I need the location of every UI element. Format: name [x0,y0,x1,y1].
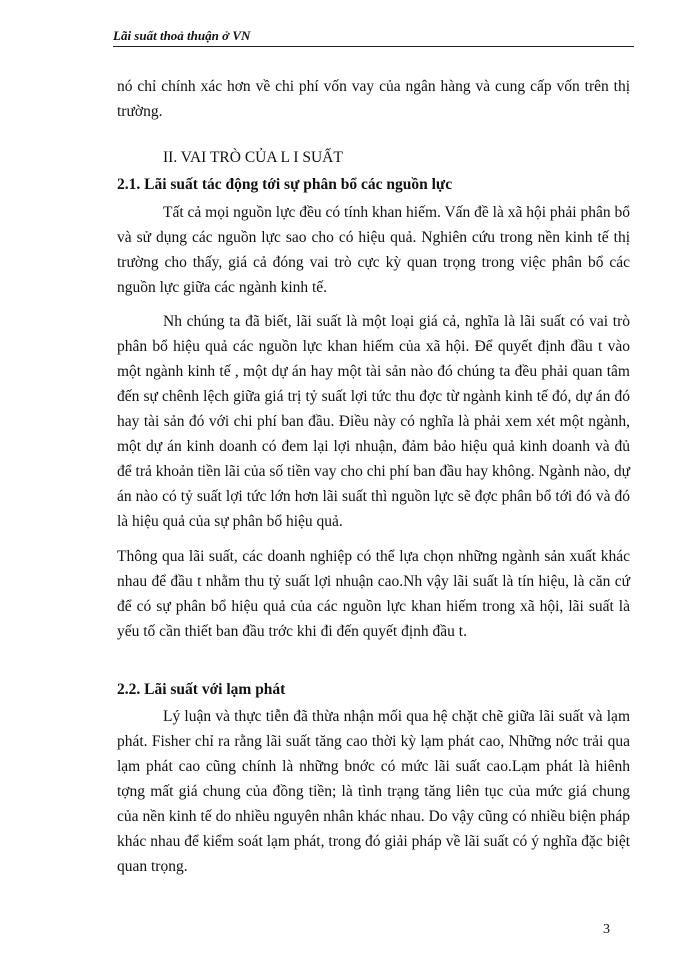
paragraph-2-2-a: Lý luận và thực tiễn đã thừa nhận mối qua hệ chặt chẽ giữa lãi suất và lạm phát. Fisher chỉ ra rằng lãi suất tăng cao thời kỳ lạm phát cao, Những nớc trải qua lạm phát cao cũng chính là những bnớc có mức lãi suất cao.Lạm phát là hiênh tợng mất giá chung của đồng tiền; là tình trạng tăng liên tục của mức giá chung của nền kinh tế do nhiều nguyên nhân khác nhau. Do vậy cũng có nhiều biện pháp khác nhau để kiểm soát lạm phát, trong đó giải pháp về lãi suất có ý nghĩa đặc biệt quan trọng. [117,708,630,875]
intro-paragraph: nó chỉ chính xác hơn về chi phí vốn vay của ngân hàng và cung cấp vốn trên thị trường. [117,78,630,120]
subsection-heading-2-1: 2.1. Lãi suất tác động tới sự phân bổ các nguồn lực [117,176,453,193]
running-header: Lãi suất thoả thuận ở VN [113,28,634,47]
section-heading: II. VAI TRÒ CỦA L I SUẤT [163,149,343,166]
paragraph-2-1-c: Thông qua lãi suất, các doanh nghiệp có thể lựa chọn những ngành sản xuất khác nhau để đầu t nhằm thu tỷ suất lợi nhuận cao.Nh vậy lãi suất là tín hiệu, là căn cứ để có sự phân bổ hiệu quả của các nguồn lực khan hiếm trong xã hội, lãi suất là yếu tố cần thiết ban đầu trớc khi đi đến quyết định đầu t. [117,548,630,640]
subsection-heading-2-2: 2.2. Lãi suất với lạm phát [117,681,286,698]
paragraph-2-1-b: Nh chúng ta đã biết, lãi suất là một loại giá cả, nghĩa là lãi suất có vai trò phân bổ hiệu quả các nguồn lực khan hiếm của xã hội. Để quyết định đầu t vào một ngành kinh tế , một dự án hay một tài sản nào đó chúng ta đều phải quan tâm đến sự chênh lệch giữa giá trị tỷ suất lợi tức thu đợc từ ngành kinh tế đó, dự án đó hay tài sản đó với chi phí ban đầu. Điều này có nghĩa là phải xem xét một ngành, một dự án kinh doanh có đem lại lợi nhuận, đảm bảo hiệu quả kinh doanh và đủ để trả khoản tiền lãi của số tiền vay cho chi phí ban đầu hay không. Ngành nào, dự án nào có tỷ suất lợi tức lớn hơn lãi suất thì nguồn lực sẽ đợc phân bổ tới đó và đó là hiệu quả của sự phân bổ hiệu quả. [117,313,630,530]
page-number: 3 [603,922,610,937]
page-body [117,74,630,879]
paragraph-2-1-a: Tất cả mọi nguồn lực đều có tính khan hiếm. Vấn đề là xã hội phải phân bổ và sử dụng các nguồn lực sao cho có hiệu quả. Nghiên cứu trong nền kinh tế thị trường cho thấy, giá cả đóng vai trò cực kỳ quan trọng trong việc phân bổ các nguồn lực giữa các ngành kinh tế. [117,204,630,296]
